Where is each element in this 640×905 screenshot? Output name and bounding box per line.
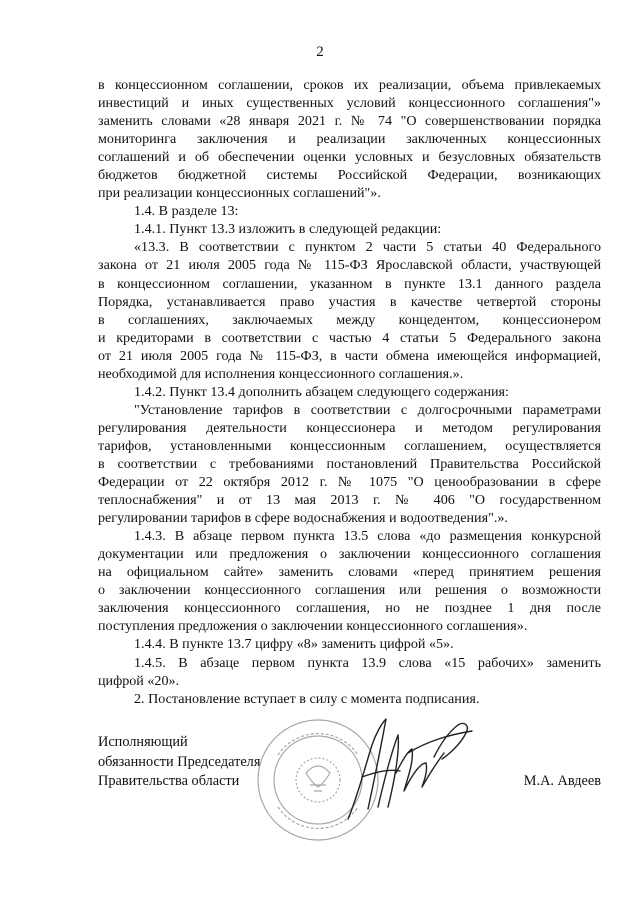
body-line: от 21 июля 2005 года № 115-ФЗ, в части обмена имеющейся информацией,: [98, 347, 601, 364]
body-line: в концессионном соглашении, сроков их реализации, объема привлекаемых: [98, 77, 601, 93]
page-number: 2: [316, 44, 324, 60]
body-line: соглашений и об обеспечении оценки условных и безусловных обязательств: [98, 149, 601, 166]
body-line: в соответствии с требованиями постановлений Правительства Российской: [98, 455, 601, 472]
signer-title-line-2: обязанности Председателя: [98, 753, 261, 770]
body-line: о заключении концессионного соглашения или решения о возможности: [98, 582, 601, 599]
signer-name: М.А. Авдеев: [523, 773, 601, 789]
body-line: цифрой «20».: [98, 672, 180, 689]
body-line: 1.4.5. В абзаце первом пункта 13.9 слова «15 рабочих» заменить: [134, 654, 601, 671]
body-line: 1.4.2. Пункт 13.4 дополнить абзацем следующего содержания:: [134, 383, 509, 400]
body-line: при реализации концессионных соглашений"».: [98, 185, 381, 202]
body-line: Федерации от 22 октября 2012 г. № 1075 "О ценообразовании в сфере: [98, 474, 601, 491]
body-line: документации или предложения о заключении концессионного соглашения: [98, 546, 601, 563]
body-line: "Установление тарифов в соответствии с долгосрочными параметрами: [134, 401, 601, 418]
body-line: в соглашениях, заключаемых между концедентом, концессионером: [98, 311, 601, 328]
body-line: в концессионном соглашении, указанном в пункте 13.1 данного раздела: [98, 275, 601, 292]
document-body: [98, 76, 601, 708]
body-line: заключения концессионного соглашения, но не позднее 1 дня после: [98, 600, 601, 617]
body-line: 1.4. В разделе 13:: [134, 203, 239, 220]
signer-title-line-3: Правительства области: [98, 773, 240, 789]
body-line: 1.4.4. В пункте 13.7 цифру «8» заменить цифрой «5».: [134, 636, 454, 653]
body-line: Порядка, устанавливается право участия в качестве четвертой стороны: [98, 293, 601, 310]
body-line: регулировании тарифов в сфере водоснабжения и водоотведения".».: [98, 510, 508, 527]
body-line: тарифов, установленными концессионным соглашением, осуществляется: [98, 437, 601, 454]
handwritten-signature-icon: [338, 711, 478, 831]
body-line: 1.4.3. В абзаце первом пункта 13.5 слова «до размещения конкурсной: [134, 528, 601, 545]
body-line: необходимой для исполнения концессионного соглашения.».: [98, 365, 464, 382]
body-line: и кредиторами в соответствии с частью 4 статьи 5 Федерального закона: [98, 329, 601, 346]
body-line: на официальном сайте» заменить словами «перед принятием решения: [98, 564, 601, 581]
body-line: 1.4.1. Пункт 13.3 изложить в следующей редакции:: [134, 221, 442, 238]
body-line: мониторинга заключения и реализации заключенных концессионных: [98, 131, 601, 148]
body-line: инвестиций и иных существенных условий концессионного соглашения"»: [98, 95, 601, 112]
body-line: «13.3. В соответствии с пунктом 2 части 5 статьи 40 Федерального: [134, 239, 601, 256]
body-line: теплоснабжения" и от 13 мая 2013 г. № 406 "О государственном: [98, 492, 601, 509]
body-line: бюджетов бюджетной системы Российской Федерации, возникающих: [98, 167, 601, 184]
body-line: закона от 21 июля 2005 года № 115-ФЗ Ярославской области, участвующей: [98, 257, 601, 274]
body-line: заменить словами «28 января 2021 г. № 74 "О совершенствовании порядка: [98, 113, 601, 130]
signer-title-line-1: Исполняющий: [98, 734, 188, 750]
body-line: регулирования деятельности концессионера и методом регулирования: [98, 419, 601, 436]
body-line: 2. Постановление вступает в силу с момента подписания.: [134, 690, 480, 707]
signature-block: [98, 733, 601, 843]
body-line: поступления предложения о заключении концессионного соглашения».: [98, 618, 528, 635]
